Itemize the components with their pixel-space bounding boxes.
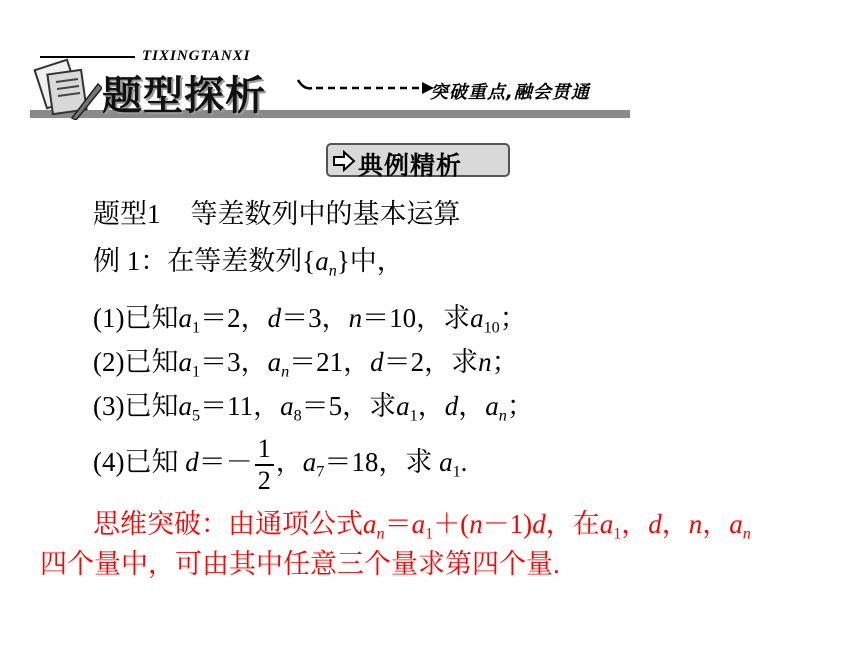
math-var: a (267, 347, 282, 377)
question-item-1 (93, 302, 527, 337)
math-var: a (178, 391, 192, 421)
math-var: a (302, 447, 317, 477)
heading-text: 等差数列中的基本运算 (190, 199, 461, 229)
math-sub: n (328, 261, 337, 280)
text-run: ＝ (384, 509, 412, 539)
text-run: ＝11， (200, 391, 281, 421)
math-var: a (315, 246, 329, 276)
section-tag-label: 典例精析 (358, 151, 463, 180)
banner-title: 题型探析 (102, 73, 266, 119)
math-sub: 5 (191, 406, 201, 425)
math-sub: n (742, 524, 751, 543)
math-sub: 10 (483, 318, 500, 337)
math-var: d (532, 509, 546, 539)
text-run: ＋( (433, 509, 470, 539)
text-run: ＝5，求 (301, 391, 397, 421)
math-var: n (348, 303, 363, 333)
text-run: ，在 (545, 509, 600, 539)
analysis-line-2: 四个量中，可由其中任意三个量求第四个量. (40, 549, 560, 579)
analysis-label: 思维突破： (93, 509, 228, 539)
math-sub: 1 (409, 406, 418, 425)
math-var: n (688, 509, 703, 539)
fraction-denominator: 2 (257, 465, 271, 495)
math-var: d (370, 347, 384, 377)
math-var: a (729, 509, 743, 539)
text-run: (2)已知 (93, 347, 179, 377)
math-sub: n (498, 406, 507, 425)
text-run: ＝10，求 (362, 303, 471, 333)
fraction (255, 434, 274, 496)
text-run: ＝21， (289, 347, 371, 377)
text-run: (3)已知 (93, 391, 179, 421)
books-pencil-icon (32, 58, 102, 120)
banner-pinyin: TIXINGTANXI (142, 48, 251, 64)
header-banner (30, 48, 630, 128)
math-var: a (363, 509, 377, 539)
text-run: ＝2，求 (383, 347, 479, 377)
text-run: ， (661, 509, 689, 539)
question-item-4 (93, 430, 467, 496)
fraction-numerator: 1 (255, 434, 274, 466)
banner-slogan: 突破重点,融会贯通 (430, 82, 590, 103)
math-sub: n (281, 362, 290, 381)
text-run: . (460, 447, 468, 477)
text-run: ， (458, 391, 486, 421)
math-var: a (411, 509, 426, 539)
math-var: d (185, 447, 199, 477)
section-tag (326, 143, 510, 180)
math-sub: 7 (316, 462, 325, 481)
text-run: ＝18，求 (324, 447, 440, 477)
text-run: ， (702, 509, 730, 539)
text-run: ＝－ (198, 447, 253, 477)
math-var: a (396, 391, 410, 421)
text-run: ， (417, 391, 445, 421)
text-run: (4)已知 (93, 447, 186, 477)
math-var: a (599, 509, 614, 539)
text-run: 由通项公式 (228, 509, 363, 539)
text-run: ； (499, 303, 527, 333)
math-var: a (178, 347, 192, 377)
text-run: (1)已知 (93, 303, 179, 333)
math-var: n (469, 509, 483, 539)
math-sub: 8 (293, 406, 302, 425)
math-sub: 1 (191, 362, 201, 381)
math-var: d (267, 303, 282, 333)
math-sub: 1 (425, 524, 434, 543)
analysis-line-1 (93, 508, 751, 543)
example-label: 例 1：在等差数列{ (93, 246, 316, 276)
math-sub: n (376, 524, 385, 543)
math-sub: 1 (191, 318, 201, 337)
text-run: ； (491, 347, 519, 377)
math-var: d (444, 391, 459, 421)
math-sub: 1 (613, 524, 622, 543)
math-sub: 1 (452, 462, 461, 481)
math-var: a (178, 303, 192, 333)
example-statement (93, 245, 404, 280)
arrow-right-icon (332, 150, 356, 172)
question-item-3 (93, 390, 534, 425)
text-run: ＝3， (281, 303, 349, 333)
text-run: ＝2， (200, 303, 268, 333)
text-run: －1) (482, 509, 533, 539)
math-var: a (280, 391, 294, 421)
text-run: ， (275, 447, 303, 477)
math-var: a (439, 447, 453, 477)
text-run: ＝3， (200, 347, 268, 377)
math-var: a (485, 391, 499, 421)
math-var: a (470, 303, 484, 333)
example-tail: }中， (336, 246, 404, 276)
problem-heading (93, 198, 461, 230)
question-item-2 (93, 346, 519, 381)
text-run: ； (506, 391, 534, 421)
math-var: n (478, 347, 492, 377)
text-run: ， (621, 509, 649, 539)
math-var: d (648, 509, 662, 539)
heading-prefix: 题型1 (93, 199, 161, 229)
